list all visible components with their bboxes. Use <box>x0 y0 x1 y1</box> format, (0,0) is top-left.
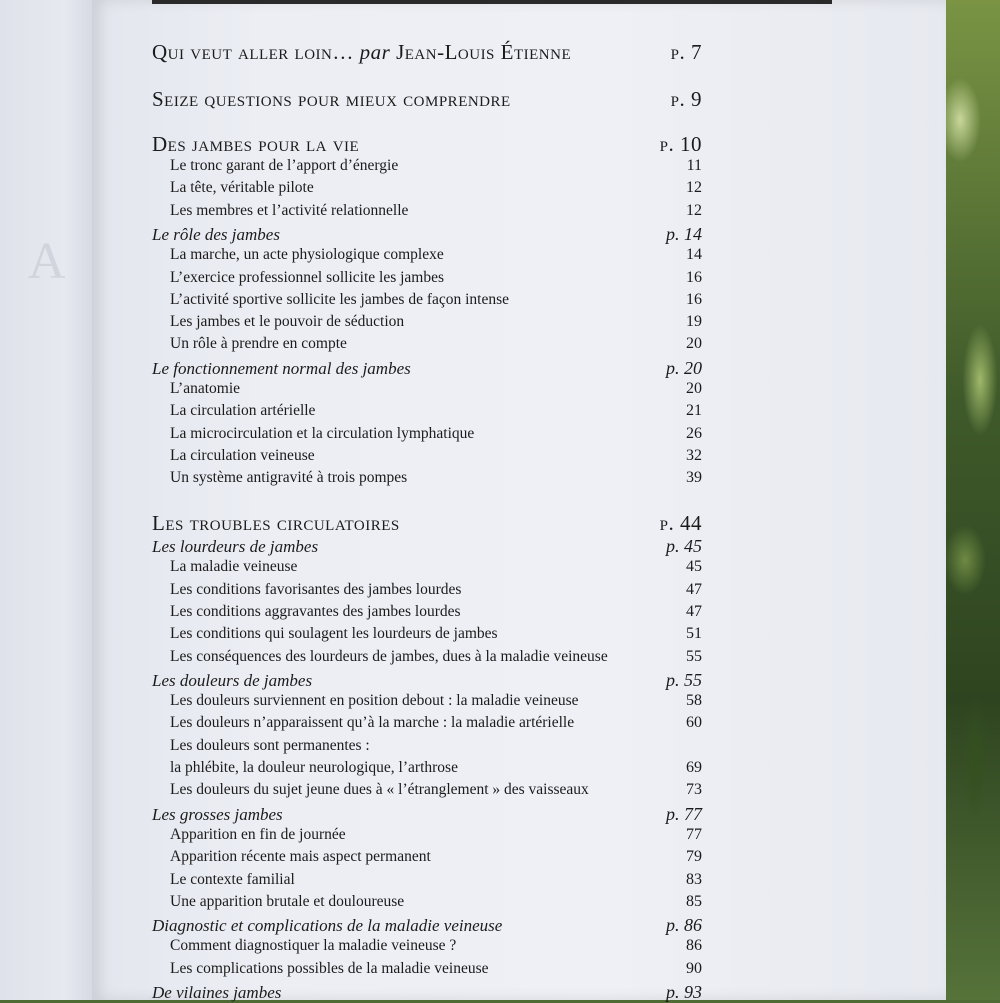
table-of-contents <box>92 0 946 1000</box>
toc-page-number: p. 14 <box>666 223 702 244</box>
toc-title: Comment diagnostiquer la maladie veineuse ? <box>170 937 457 955</box>
toc-title: Qui veut aller loin… par Jean-Louis Étienne <box>152 40 572 64</box>
toc-page-number: 20 <box>686 335 702 353</box>
toc-page-number: p. 77 <box>666 803 702 824</box>
toc-subentry <box>152 759 702 777</box>
toc-page-number: 26 <box>686 424 702 442</box>
toc-title: L’anatomie <box>170 380 241 397</box>
toc-title: La circulation artérielle <box>170 402 316 420</box>
toc-page-number: 86 <box>686 937 702 955</box>
show-through-text: A <box>28 233 70 290</box>
toc-page-number: 55 <box>686 647 702 665</box>
toc-page-number: 45 <box>686 558 702 576</box>
toc-subentry <box>152 425 702 443</box>
toc-subentry <box>152 179 702 197</box>
toc-title: Le rôle des jambes <box>152 224 280 244</box>
toc-subentry <box>152 937 702 955</box>
toc-subentry <box>152 447 702 465</box>
toc-subentry <box>152 335 702 353</box>
toc-subentry <box>152 313 702 331</box>
toc-section <box>152 536 702 557</box>
toc-subentry <box>152 692 702 710</box>
toc-page-number: 12 <box>686 179 702 197</box>
toc-page-number: 77 <box>686 825 702 843</box>
toc-subentry <box>152 246 702 264</box>
toc-subentry <box>152 737 702 755</box>
toc-title: Les douleurs surviennent en position debout : la maladie veineuse <box>170 692 579 710</box>
toc-title: Les douleurs sont permanentes : <box>170 736 370 754</box>
toc-subentry <box>152 202 702 220</box>
toc-title: Les membres et l’activité relationnelle <box>170 201 409 219</box>
toc-title: De vilaines jambes <box>152 983 282 1002</box>
toc-title: La marche, un acte physiologique complexe <box>170 246 444 264</box>
toc-page-number: p. 20 <box>666 357 702 378</box>
toc-page-number: 60 <box>686 714 702 732</box>
toc-title: Une apparition brutale et douloureuse <box>170 892 405 910</box>
toc-title: Un rôle à prendre en compte <box>170 335 347 353</box>
toc-subentry <box>152 469 702 487</box>
toc-page-number: p. 9 <box>670 87 702 111</box>
toc-subentry <box>152 157 702 175</box>
toc-title: Les conditions aggravantes des jambes lourdes <box>170 602 461 620</box>
toc-title: Les douleurs du sujet jeune dues à « l’étranglement » des vaisseaux <box>170 781 589 799</box>
toc-section <box>152 224 702 245</box>
toc-title: La microcirculation et la circulation lymphatique <box>170 424 475 442</box>
toc-subentry <box>152 781 702 799</box>
toc-subentry <box>152 269 702 287</box>
toc-title: Apparition en fin de journée <box>170 825 346 843</box>
toc-page-number: 39 <box>686 469 702 487</box>
toc-subentry <box>152 625 702 643</box>
toc-page-number: p. 44 <box>659 511 702 535</box>
toc-title: Le contexte familial <box>170 870 295 888</box>
toc-subentry <box>152 291 702 309</box>
left-page <box>0 0 92 1000</box>
toc-subentry <box>152 826 702 844</box>
toc-subentry <box>152 871 702 889</box>
toc-page-number: 79 <box>686 848 702 866</box>
toc-title: Apparition récente mais aspect permanent <box>170 848 431 866</box>
toc-chapter <box>152 511 702 536</box>
toc-page-number: p. 86 <box>666 915 702 936</box>
toc-subentry <box>152 893 702 911</box>
toc-page-number: 47 <box>686 580 702 598</box>
toc-title: Diagnostic et complications de la maladie veineuse <box>152 916 503 936</box>
toc-title: Le fonctionnement normal des jambes <box>152 358 411 378</box>
toc-page-number: p. 93 <box>666 982 702 1002</box>
toc-title: Un système antigravité à trois pompes <box>170 469 408 487</box>
toc-page-number: 47 <box>686 602 702 620</box>
toc-section <box>152 915 702 936</box>
toc-subentry <box>152 848 702 866</box>
toc-page-number: 16 <box>686 290 702 308</box>
toc-title: Les jambes et le pouvoir de séduction <box>170 313 405 331</box>
toc-title: Le tronc garant de l’apport d’énergie <box>170 157 399 174</box>
toc-page-number: 83 <box>686 870 702 888</box>
toc-page-number: 20 <box>686 380 702 397</box>
toc-page-number: p. 10 <box>659 132 702 156</box>
toc-subentry <box>152 603 702 621</box>
toc-page-number: 51 <box>686 625 702 643</box>
toc-title: L’exercice professionnel sollicite les jambes <box>170 268 445 286</box>
toc-section <box>152 804 702 825</box>
toc-page-number: 14 <box>686 246 702 264</box>
toc-page-number: 85 <box>686 892 702 910</box>
toc-page <box>92 0 946 1000</box>
toc-title: L’activité sportive sollicite les jambes de façon intense <box>170 290 510 308</box>
toc-entry-intro <box>152 40 702 65</box>
background-foliage <box>940 0 1000 1000</box>
toc-title: Seize questions pour mieux comprendre <box>152 87 511 111</box>
toc-page-number: 58 <box>686 692 702 710</box>
toc-subentry <box>152 558 702 576</box>
toc-title: la phlébite, la douleur neurologique, l’arthrose <box>170 759 458 776</box>
toc-page-number: 12 <box>686 201 702 219</box>
toc-page-number: 32 <box>686 446 702 464</box>
toc-page-number: 19 <box>686 313 702 331</box>
toc-subentry <box>152 714 702 732</box>
toc-title: La maladie veineuse <box>170 558 298 576</box>
toc-page-number: 21 <box>686 402 702 420</box>
toc-title: Les conséquences des lourdeurs de jambes, dues à la maladie veineuse <box>170 647 608 665</box>
toc-title: Les douleurs de jambes <box>152 670 313 690</box>
toc-title: Les troubles circulatoires <box>152 511 400 535</box>
toc-subentry <box>152 380 702 398</box>
toc-page-number: 90 <box>686 959 702 977</box>
toc-title: La tête, véritable pilote <box>170 179 314 197</box>
toc-page-number: 16 <box>686 268 702 286</box>
toc-page-number: p. 45 <box>666 536 702 556</box>
toc-subentry <box>152 960 702 978</box>
toc-page-number: p. 55 <box>666 669 702 690</box>
toc-section <box>152 358 702 379</box>
toc-subentry <box>152 581 702 599</box>
toc-title: La circulation veineuse <box>170 446 315 464</box>
toc-title: Les lourdeurs de jambes <box>152 537 319 556</box>
toc-entry-questions <box>152 87 702 112</box>
toc-page-number: 73 <box>686 781 702 799</box>
toc-page-number: 11 <box>686 157 702 174</box>
toc-title: Les conditions qui soulagent les lourdeurs de jambes <box>170 625 498 643</box>
toc-title: Les grosses jambes <box>152 804 283 824</box>
toc-page-number: 69 <box>686 759 702 776</box>
toc-section <box>152 670 702 691</box>
toc-chapter <box>152 132 702 157</box>
toc-subentry <box>152 402 702 420</box>
toc-title: Les douleurs n’apparaissent qu’à la marche : la maladie artérielle <box>170 714 575 732</box>
toc-subentry <box>152 648 702 666</box>
toc-title: Les conditions favorisantes des jambes lourdes <box>170 580 462 598</box>
toc-title: Des jambes pour la vie <box>152 132 360 156</box>
toc-title: Les complications possibles de la maladie veineuse <box>170 959 489 977</box>
toc-page-number: p. 7 <box>670 40 702 64</box>
